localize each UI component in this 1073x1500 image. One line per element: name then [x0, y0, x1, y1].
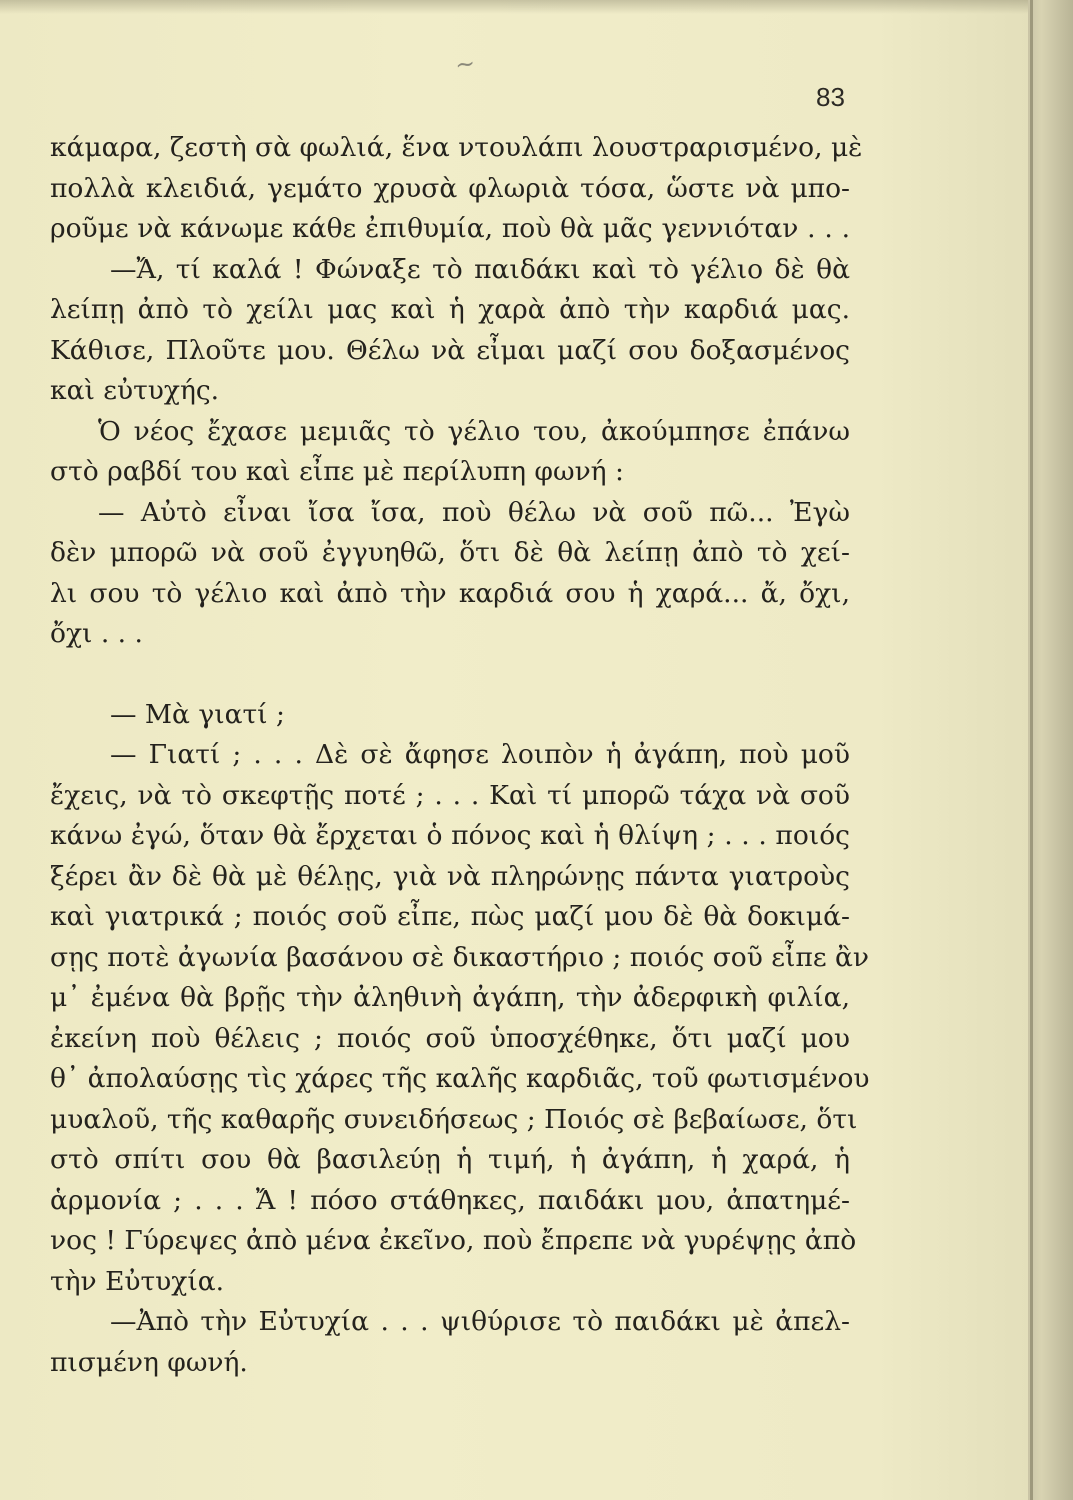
text-line: θ᾽ ἀπολαύσῃς τὶς χάρες τῆς καλῆς καρδιᾶς, τοῦ φωτισμένου — [50, 1063, 870, 1094]
text-line: στὸ σπίτι σου θὰ βασιλεύῃ ἡ τιμή, ἡ ἀγάπη, ἡ χαρά, ἡ — [50, 1144, 850, 1175]
text-line: ροῦμε νὰ κάνωμε κάθε ἐπιθυμία, ποὺ θὰ μᾶς γεννιόταν . . . — [50, 213, 850, 244]
text-line: νος ! Γύρεψες ἀπὸ μένα ἐκεῖνο, ποὺ ἔπρεπε νὰ γυρέψῃς ἀπὸ — [50, 1225, 857, 1256]
page-edge-line — [1030, 0, 1033, 1500]
text-line: λείπῃ ἀπὸ τὸ χείλι μας καὶ ἡ χαρὰ ἀπὸ τὴν καρδιά μας. — [50, 294, 850, 325]
text-line: ξέρει ἂν δὲ θὰ μὲ θέλῃς, γιὰ νὰ πληρώνῃς πάντα γιατροὺς — [50, 860, 850, 892]
text-line: ἐκείνη ποὺ θέλεις ; ποιός σοῦ ὑποσχέθηκε, ὅτι μαζί μου — [50, 1022, 850, 1054]
text-line: λι σου τὸ γέλιο καὶ ἀπὸ τὴν καρδιά σου ἡ χαρά... ἄ, ὄχι, — [50, 577, 850, 609]
text-line: μυαλοῦ, τῆς καθαρῆς συνειδήσεως ; Ποιός σὲ βεβαίωσε, ὅτι — [50, 1103, 858, 1135]
text-line: —Ἀπὸ τὴν Εὐτυχία . . . ψιθύρισε τὸ παιδάκι μὲ ἀπελ- — [110, 1306, 850, 1337]
text-line: —Ἄ, τί καλά ! Φώναξε τὸ παιδάκι καὶ τὸ γέλιο δὲ θὰ — [110, 253, 850, 285]
text-line: ἔχεις, νὰ τὸ σκεφτῇς ποτέ ; . . . Καὶ τί μπορῶ τάχα νὰ σοῦ — [50, 779, 850, 811]
text-line: κάνω ἐγώ, ὅταν θὰ ἔρχεται ὁ πόνος καὶ ἡ θλίψη ; . . . ποιός — [50, 820, 850, 851]
page-edge-shadow — [1028, 0, 1073, 1500]
text-line: μ᾽ ἐμένα θὰ βρῇς τὴν ἀληθινὴ ἀγάπη, τὴν ἀδερφικὴ φιλία, — [50, 982, 850, 1013]
text-line: τὴν Εὐτυχία. — [50, 1265, 225, 1297]
text-line: σῃς ποτὲ ἀγωνία βασάνου σὲ δικαστήριο ; ποιός σοῦ εἶπε ἂν — [50, 941, 869, 973]
text-line: — Αὐτὸ εἶναι ἴσα ἴσα, ποὺ θέλω νὰ σοῦ πῶ... Ἐγὼ — [98, 496, 850, 528]
text-line: Ὁ νέος ἔχασε μεμιᾶς τὸ γέλιο του, ἀκούμπησε ἐπάνω — [98, 415, 850, 447]
paragraph-gap — [50, 655, 850, 695]
text-line: δὲν μπορῶ νὰ σοῦ ἐγγυηθῶ, ὅτι δὲ θὰ λείπῃ ἀπὸ τὸ χεί- — [50, 537, 850, 568]
text-line: ὄχι . . . — [50, 618, 143, 649]
pencil-annotation: ~ — [453, 48, 477, 80]
text-line: στὸ ραβδί του καὶ εἶπε μὲ περίλυπη φωνή : — [50, 456, 624, 487]
text-line: Κάθισε, Πλοῦτε μου. Θέλω νὰ εἶμαι μαζί σου δοξασμένος — [50, 334, 850, 366]
text-line: πισμένη φωνή. — [50, 1346, 248, 1378]
text-line: — Γιατί ; . . . Δὲ σὲ ἄφησε λοιπὸν ἡ ἀγάπη, ποὺ μοῦ — [110, 739, 850, 770]
body-text — [50, 128, 870, 1383]
page-top-shadow — [0, 0, 1028, 14]
text-line: καὶ γιατρικά ; ποιός σοῦ εἶπε, πὼς μαζί μου δὲ θὰ δοκιμά- — [50, 901, 850, 932]
text-line: ἁρμονία ; . . . Ἄ ! πόσο στάθηκες, παιδάκι μου, ἀπατημέ- — [50, 1184, 850, 1216]
text-line: — Μὰ γιατί ; — [110, 698, 285, 730]
text-line: καὶ εὐτυχής. — [50, 375, 220, 406]
text-line: πολλὰ κλειδιά, γεμάτο χρυσὰ φλωριὰ τόσα, ὥστε νὰ μπο- — [50, 172, 850, 204]
text-line: κάμαρα, ζεστὴ σὰ φωλιά, ἕνα ντουλάπι λουστραρισμένο, μὲ — [50, 132, 863, 163]
page-number: 83 — [816, 82, 845, 112]
